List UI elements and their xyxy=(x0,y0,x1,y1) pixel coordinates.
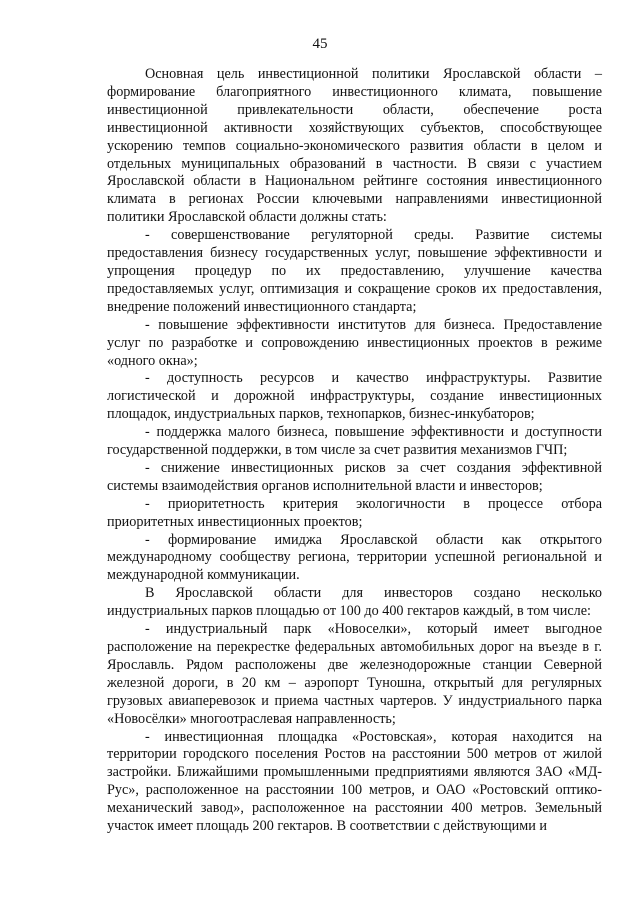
list-item: - совершенствование регуляторной среды. Развитие системы предоставления бизнесу государственных услуг, повышение эффективности и упрощения процедур по их предоставлению, улучшение качества предоставляемых услуг, оптимизация и сокращение сроков их предоставления, внедрение положений инвестиционного стандарта; xyxy=(107,227,602,315)
paragraph-intro: Основная цель инвестиционной политики Ярославской области – формирование благоприятного инвестиционного климата, повышение инвестиционной привлекательности области, обеспечение роста инвестиционной активности хозяйствующих субъектов, способствующее ускорению темпов социально-экономического развития области в целом и отдельных муниципальных образований в частности. В связи с участием Ярославской области в Национальном рейтинге состояния инвестиционного климата в регионах России ключевыми направлениями инвестиционной политики Ярославской области должны стать: xyxy=(107,66,602,226)
list-item: - инвестиционная площадка «Ростовская», которая находится на территории городского поселения Ростов на расстоянии 500 метров от жилой застройки. Ближайшими промышленными предприятиями являются ЗАО «МД-Рус», расположенное на расстоянии 100 метров, и ОАО «Ростовский оптико-механический завод», расположенное на расстоянии 400 метров. Земельный участок имеет площадь 200 гектаров. В соответствии с действующими и xyxy=(107,728,602,835)
body-text xyxy=(107,66,602,836)
list-item: - повышение эффективности институтов для бизнеса. Предоставление услуг по разработке и сопровождению инвестиционных проектов в режиме «одного окна»; xyxy=(107,316,602,369)
list-item: - формирование имиджа Ярославской области как открытого международному сообществу региона, территории успешной региональной и международной коммуникации. xyxy=(107,531,602,584)
list-item: - доступность ресурсов и качество инфраструктуры. Развитие логистической и дорожной инфраструктуры, создание инвестиционных площадок, индустриальных парков, технопарков, бизнес-инкубаторов; xyxy=(107,370,602,423)
list-item: - поддержка малого бизнеса, повышение эффективности и доступности государственной поддержки, в том числе за счет развития механизмов ГЧП; xyxy=(107,424,602,459)
list-item: - индустриальный парк «Новоселки», который имеет выгодное расположение на перекрестке федеральных автомобильных дорог на въезде в г. Ярославль. Рядом расположены две железнодорожные станции Северной железной дороги, в 20 км – аэропорт Туношна, открытый для регулярных грузовых авиаперевозок и приема частных чартеров. У индустриального парка «Новосёлки» многоотраслевая направленность; xyxy=(107,621,602,727)
list-item: - приоритетность критерия экологичности в процессе отбора приоритетных инвестиционных проектов; xyxy=(107,495,602,530)
paragraph-industrial-parks: В Ярославской области для инвесторов создано несколько индустриальных парков площадью от 100 до 400 гектаров каждый, в том числе: xyxy=(107,585,602,620)
page-number: 45 xyxy=(312,36,328,52)
list-item: - снижение инвестиционных рисков за счет создания эффективной системы взаимодействия органов исполнительной власти и инвесторов; xyxy=(107,459,602,494)
